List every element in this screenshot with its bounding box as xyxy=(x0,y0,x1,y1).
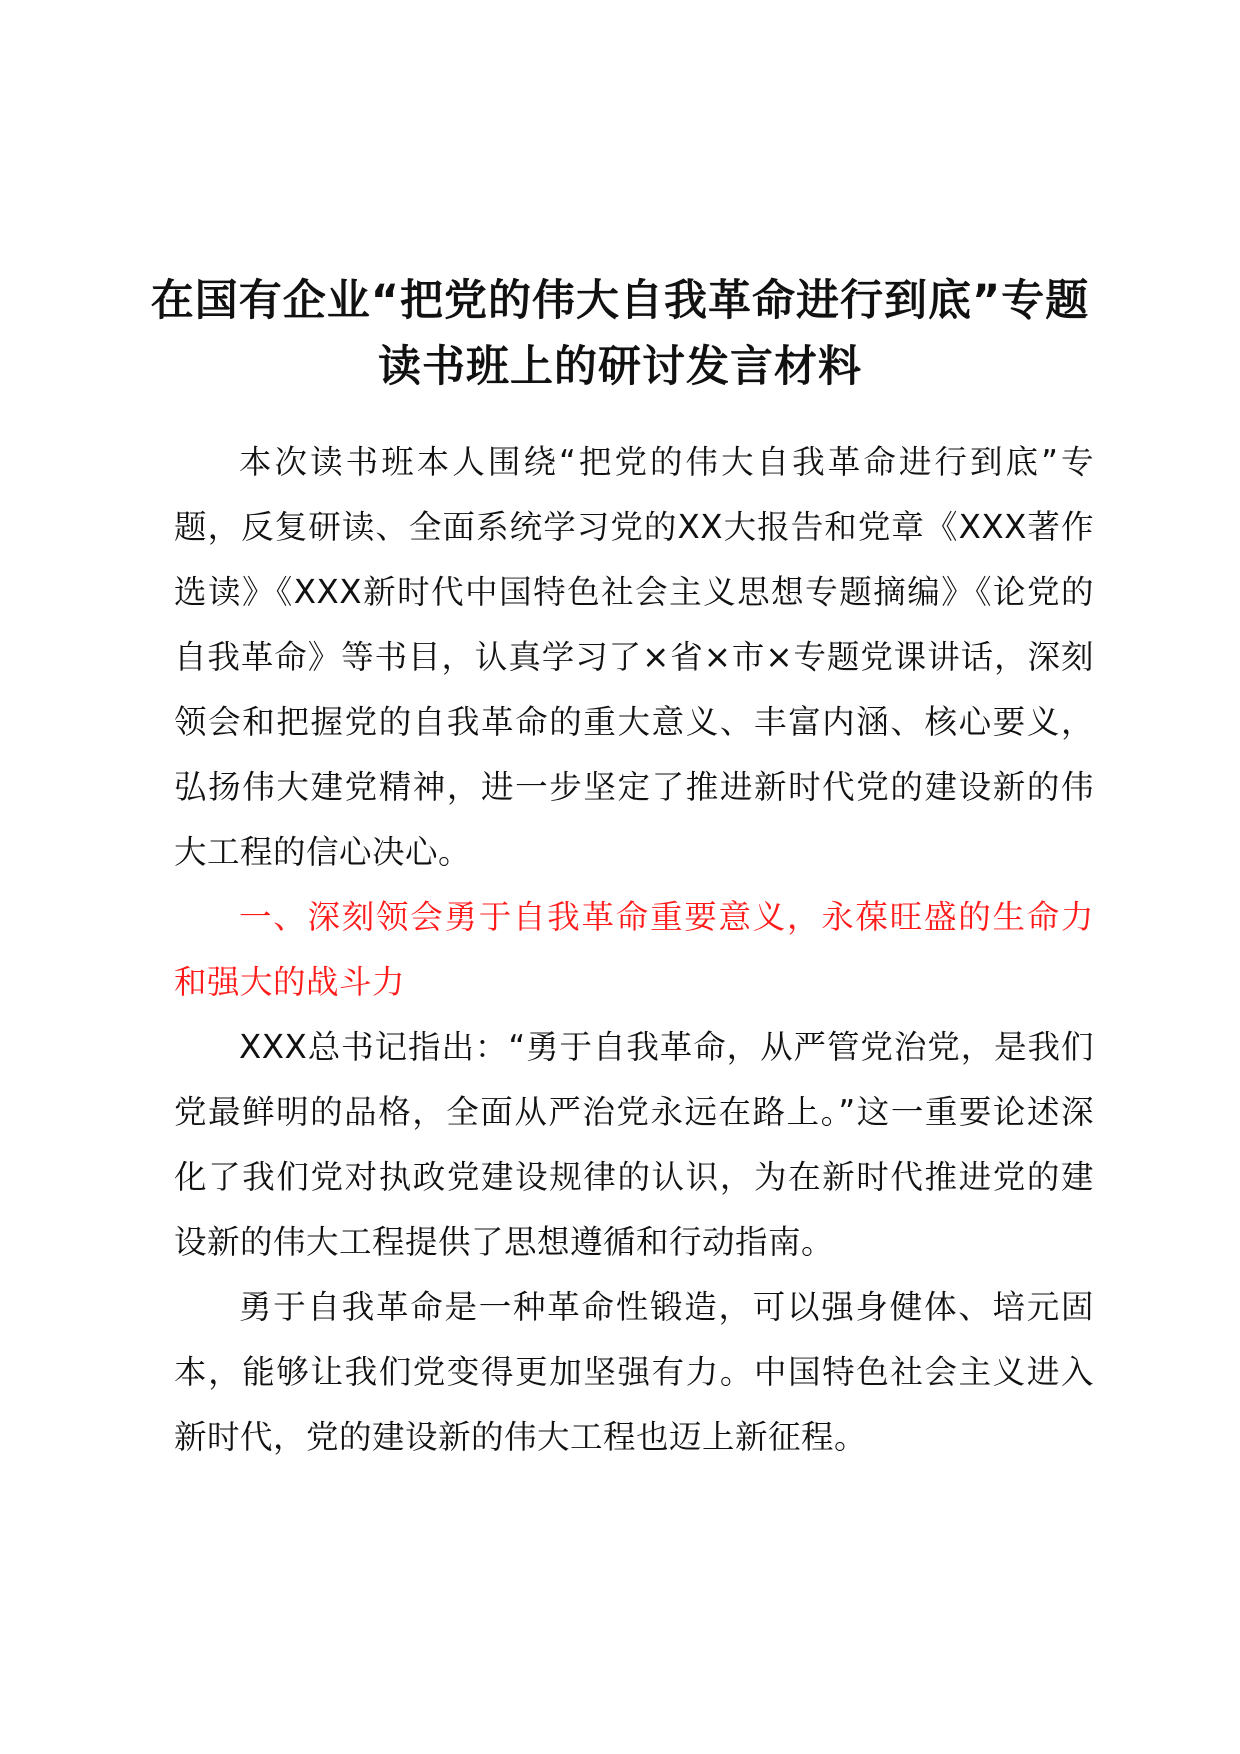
intro-paragraph: 本次读书班本人围绕“把党的伟大自我革命进行到底”专题，反复研读、全面系统学习党的XX大报告和党章《XXX著作选读》《XXX新时代中国特色社会主义思想专题摘编》《论党的自我革命》等书目，认真学习了×省×市×专题党课讲话，深刻领会和把握党的自我革命的重大意义、丰富内涵、核心要义，弘扬伟大建党精神，进一步坚定了推进新时代党的建设新的伟大工程的信心决心。 xyxy=(174,443,1094,871)
quote-paragraph: XXX总书记指出：“勇于自我革命，从严管党治党，是我们党最鲜明的品格，全面从严治党永远在路上。”这一重要论述深化了我们党对执政党建设规律的认识，为在新时代推进党的建设新的伟大工程提供了思想遵循和行动指南。 xyxy=(174,1028,1094,1261)
section-heading-1: 一、深刻领会勇于自我革命重要意义，永葆旺盛的生命力和强大的战斗力 xyxy=(174,898,1094,1001)
document-body xyxy=(174,430,1094,1470)
body-paragraph: 勇于自我革命是一种革命性锻造，可以强身健体、培元固本，能够让我们党变得更加坚强有力。中国特色社会主义进入新时代，党的建设新的伟大工程也迈上新征程。 xyxy=(174,1288,1094,1456)
document-title: 在国有企业“把党的伟大自我革命进行到底”专题读书班上的研讨发言材料 xyxy=(150,276,1090,392)
